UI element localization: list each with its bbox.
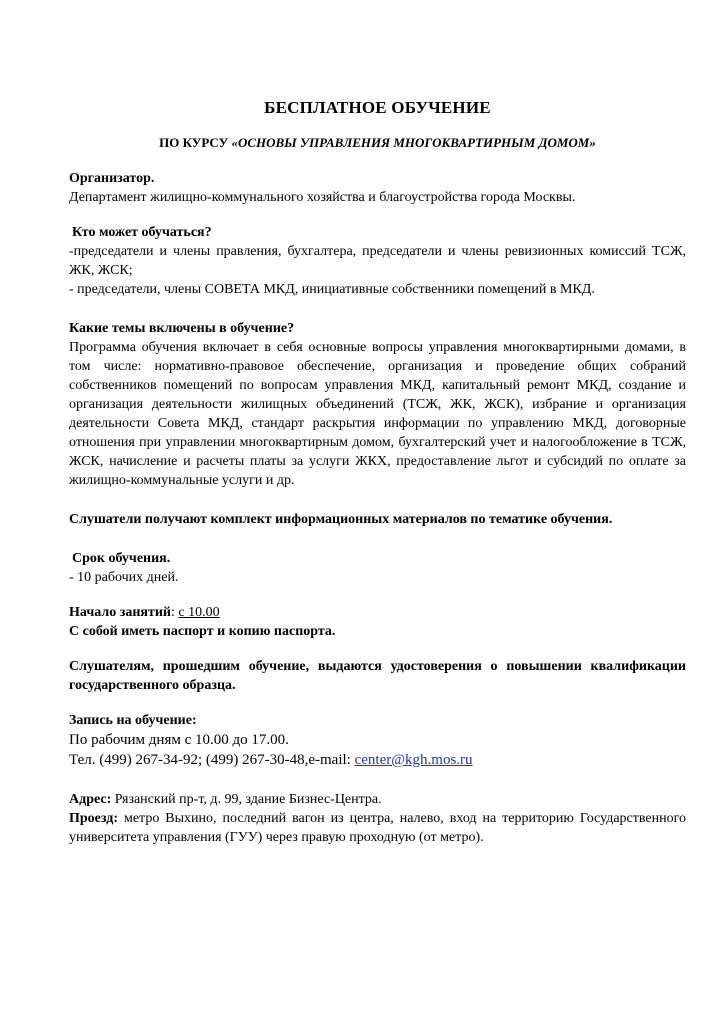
start-section [69,603,686,641]
who-line-2: - председатели, члены СОВЕТА МКД, инициативные собственники помещений в МКД. [69,282,595,297]
enroll-hours: По рабочим дням с 10.00 до 17.00. [69,732,289,748]
organizer-text: Департамент жилищно-коммунального хозяйства и благоустройства города Москвы. [69,190,576,205]
who-section [69,223,686,299]
enroll-section [69,711,686,770]
course-name: «ОСНОВЫ УПРАВЛЕНИЯ МНОГОКВАРТИРНЫМ ДОМОМ» [231,135,596,150]
enroll-phones: Тел. (499) 267-34-92; (499) 267-30-48,e-mail: [69,752,355,768]
route-line [69,809,686,847]
topics-section [69,319,686,490]
duration-text: - 10 рабочих дней. [69,570,179,585]
duration-heading: Срок обучения. [72,551,171,566]
address-line [69,790,686,809]
organizer-heading: Организатор. [69,171,155,186]
route-label: Проезд: [69,811,119,826]
enroll-heading: Запись на обучение: [69,713,197,728]
start-label: Начало занятий [69,605,171,620]
email-link[interactable]: center@kgh.mos.ru [354,752,473,768]
document-body [69,98,686,847]
enroll-contacts [69,750,686,770]
subtitle-prefix: ПО КУРСУ [159,135,232,150]
who-heading: Кто может обучаться? [72,225,212,240]
address-text: Рязанский пр-т, д. 99, здание Бизнес-Центра. [111,792,382,807]
address-section [69,790,686,847]
bring-documents-text: С собой иметь паспорт и копию паспорта. [69,624,336,639]
start-time: с 10.00 [178,605,220,620]
materials-text: Слушатели получают комплект информационных материалов по тематике обучения. [69,512,613,527]
course-subtitle [69,134,686,151]
topics-text: Программа обучения включает в себя основные вопросы управления многоквартирными домами, в том числе: нормативно-правовое обеспечение, организация и проведение общих собраний собственников помещений по вопросам управления МКД, капитальный ремонт МКД, создание и организация деятельности жилищных объединений (ТСЖ, ЖК, ЖСК), избрание и организация деятельности Совета МКД, стандарт раскрытия информации по управлению МКД, договорные отношения при управлении многоквартирным домом, бухгалтерский учет и налогообложение в ТСЖ, ЖСК, начисление и расчеты платы за услуги ЖКХ, предоставление льгот и субсидий по оплате за жилищно-коммунальные услуги и др. [69,340,686,488]
duration-section [69,549,686,587]
address-label: Адрес: [69,792,112,807]
who-line-1: -председатели и члены правления, бухгалтера, председатели и члены ревизионных комиссий ТСЖ, ЖК, ЖСК; [69,244,686,278]
page-title: БЕСПЛАТНОЕ ОБУЧЕНИЕ [264,98,491,117]
organizer-section [69,169,686,207]
topics-heading: Какие темы включены в обучение? [69,321,295,336]
start-line [69,603,686,622]
certificate-text: Слушателям, прошедшим обучение, выдаются удостоверения о повышении квалификации государственного образца. [69,659,686,693]
route-text: метро Выхино, последний вагон из центра, налево, вход на территорию Государственного университета управления (ГУУ) через правую проходную (от метро). [69,811,686,845]
start-colon: : [170,605,179,620]
